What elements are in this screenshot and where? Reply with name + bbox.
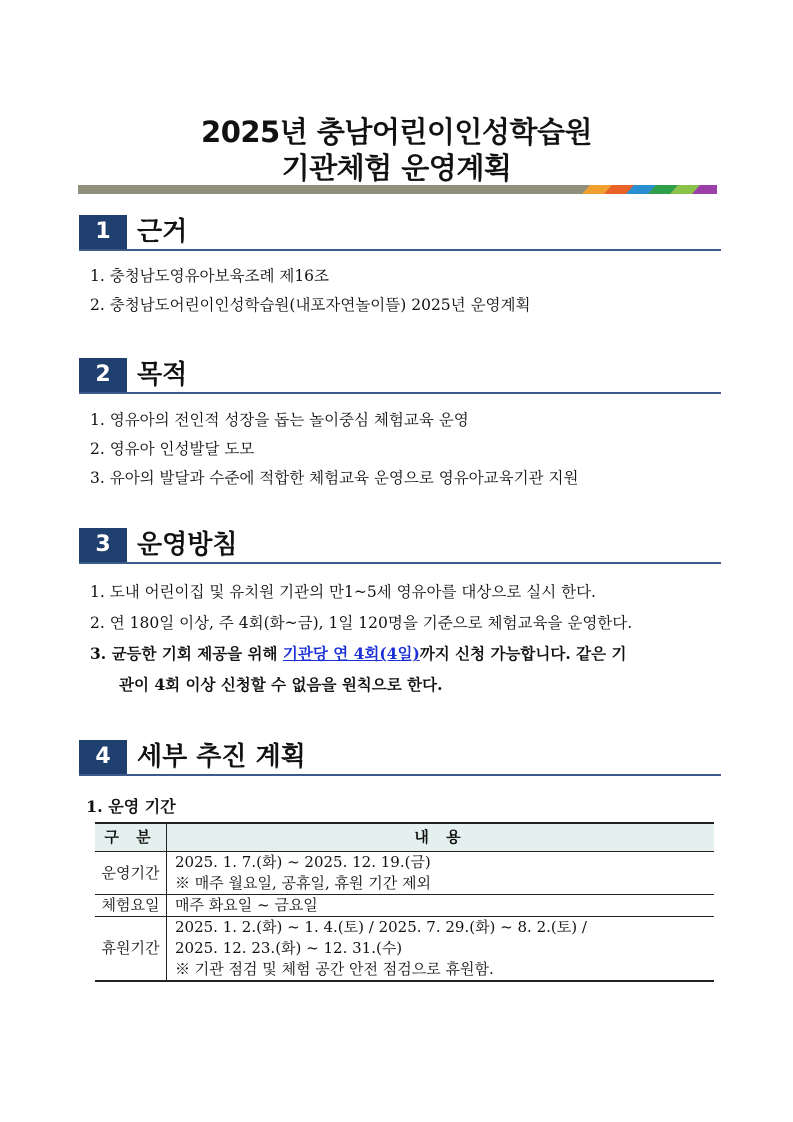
- section-4-number-badge: 4: [79, 740, 127, 774]
- section-3-item-3-prefix: 3. 균등한 기회 제공을 위해: [90, 644, 283, 663]
- operation-period-subheading: 1. 운영 기간: [86, 797, 176, 816]
- table-header-row: [95, 823, 714, 852]
- table-row-label: 체험요일: [95, 895, 167, 917]
- table-row: [95, 852, 714, 895]
- section-2-item-2: 2. 영유아 인성발달 도모: [90, 440, 255, 458]
- table-cell-line: ※ 매주 월요일, 공휴일, 휴원 기간 제외: [175, 874, 432, 892]
- table-cell-line: 2025. 1. 2.(화) ~ 1. 4.(토) / 2025. 7. 29.(화) ~ 8. 2.(토) /: [175, 918, 587, 936]
- section-3-item-3-line2: 관이 4회 이상 신청할 수 없음을 원칙으로 한다.: [119, 675, 443, 694]
- section-4-header: [79, 740, 721, 776]
- table-row-label: 휴원기간: [95, 917, 167, 982]
- section-3-title: 운영방침: [137, 530, 238, 560]
- section-3-item-3-suffix: 까지 신청 가능합니다. 같은 기: [419, 644, 627, 663]
- section-1-number-badge: 1: [79, 215, 127, 249]
- table-row: [95, 895, 714, 917]
- table-row-content: [167, 895, 715, 917]
- section-2-item-3: 3. 유아의 발달과 수준에 적합한 체험교육 운영으로 영유아교육기관 지원: [90, 469, 579, 487]
- section-1-title: 근거: [137, 217, 188, 247]
- section-1-header: [79, 215, 721, 251]
- section-3-item-3-highlight: 기관당 연 4회(4일): [282, 644, 420, 663]
- table-header-category: 구 분: [95, 823, 167, 852]
- document-title-line1: 2025년 충남어린이인성학습원: [201, 115, 592, 149]
- section-3-item-1: 1. 도내 어린이집 및 유치원 기관의 만1~5세 영유아를 대상으로 실시 한다.: [90, 583, 596, 601]
- table-row-label: 운영기간: [95, 852, 167, 895]
- table-row-content: [167, 917, 715, 982]
- table-header-content: 내 용: [167, 823, 715, 852]
- section-3-number-badge: 3: [79, 528, 127, 562]
- table-cell-line: 2025. 12. 23.(화) ~ 12. 31.(수): [175, 939, 403, 957]
- section-3-header: [79, 528, 721, 564]
- title-bar-color-stripes: [582, 185, 717, 194]
- section-1-item-2: 2. 충청남도어린이인성학습원(내포자연놀이뜰) 2025년 운영계획: [90, 296, 531, 314]
- table-cell-line: 매주 화요일 ~ 금요일: [175, 896, 318, 914]
- operation-schedule-table: [95, 822, 714, 982]
- section-2-title: 목적: [137, 360, 188, 390]
- table-cell-line: 2025. 1. 7.(화) ~ 2025. 12. 19.(금): [175, 853, 431, 871]
- section-2-header: [79, 358, 721, 394]
- section-3-item-3: [90, 644, 626, 664]
- title-underline-bar: [78, 185, 717, 194]
- section-1-item-1: 1. 충청남도영유아보육조례 제16조: [90, 267, 330, 285]
- section-2-number-badge: 2: [79, 358, 127, 392]
- table-row-content: [167, 852, 715, 895]
- table-row: [95, 917, 714, 982]
- section-3-item-2: 2. 연 180일 이상, 주 4회(화~금), 1일 120명을 기준으로 체험교육을 운영한다.: [90, 614, 633, 632]
- table-cell-line: ※ 기관 점검 및 체험 공간 안전 점검으로 휴원함.: [175, 960, 494, 978]
- section-2-item-1: 1. 영유아의 전인적 성장을 돕는 놀이중심 체험교육 운영: [90, 411, 469, 429]
- document-title-line2: 기관체험 운영계획: [281, 151, 512, 185]
- section-4-title: 세부 추진 계획: [137, 742, 306, 772]
